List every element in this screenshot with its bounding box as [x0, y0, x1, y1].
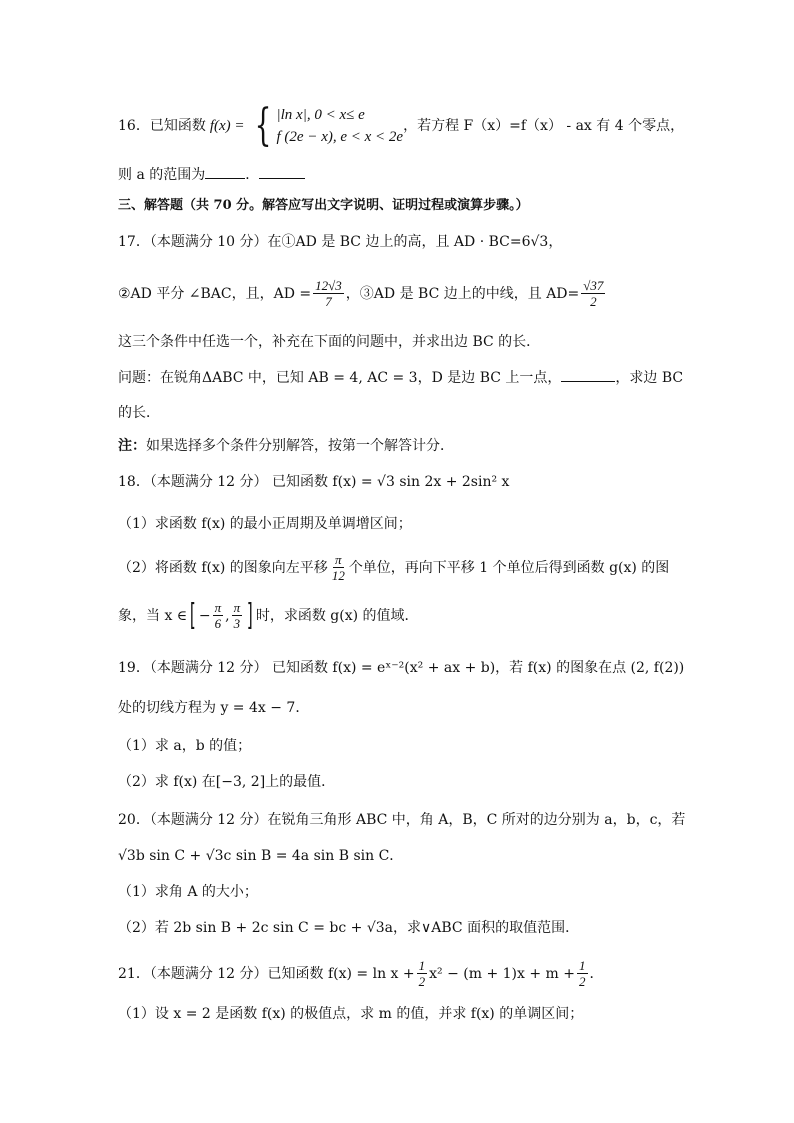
q19-line3: （1）求 a，b 的值；: [118, 738, 252, 754]
q18-interval-b: [232, 600, 243, 631]
q21-frac-1: [417, 958, 428, 989]
q16-cases: [277, 104, 404, 148]
q17-line2-pre: ②AD 平分 ∠BAC，且，AD =: [118, 285, 312, 302]
q21-f2-num: 1: [579, 958, 586, 973]
q18-frac-den: 12: [331, 568, 345, 583]
q21-line1-pre: 21．（本题满分 12 分）已知函数 f(x) = ln x +: [118, 965, 415, 982]
q18-left-bracket: [: [190, 597, 196, 633]
q18-right-bracket: ]: [247, 597, 253, 633]
q16-sep: ．: [245, 167, 260, 183]
q16-fx: f(x) =: [209, 118, 245, 134]
q18-int-a-num: π: [214, 600, 222, 615]
q18-minus: −: [198, 607, 211, 624]
q18-line4-post: 时，求函数 g(x) 的值域．: [255, 607, 419, 624]
q18-frac-num: π: [335, 552, 342, 567]
q17-note-text: 如果选择多个条件分别解答，按第一个解答计分．: [146, 438, 454, 454]
q17-frac-num: 12√3: [315, 278, 342, 293]
q17-frac-den: 7: [325, 294, 332, 309]
q18-line3-post: 个单位，再向下平移 1 个单位后得到函数 g(x) 的图: [348, 559, 670, 576]
q18-int-a-den: 6: [214, 616, 222, 631]
q17-note: [118, 436, 454, 456]
q18-line1: 18．（本题满分 12 分） 已知函数 f(x) = √3 sin 2x + 2sin² x: [118, 474, 510, 490]
q16-range-label: 则 a 的范围为: [118, 167, 206, 183]
q18-comma: ,: [225, 607, 230, 624]
q17-frac2-num: √37: [583, 278, 604, 293]
q17-note-label: 注：: [118, 438, 146, 454]
q17-line5: 的长．: [118, 405, 160, 421]
q17-frac-ad: [313, 278, 344, 309]
q17-frac-median: [581, 278, 605, 309]
q21-f1-num: 1: [418, 958, 426, 973]
q21-line1-post: ．: [589, 965, 604, 982]
q20-line3: （1）求角 A 的大小；: [118, 884, 258, 900]
q21-f2-den: 2: [579, 974, 586, 989]
q16-line2: [118, 164, 305, 185]
q18-interval-a: [213, 600, 224, 631]
q16-tail: ，若方程 F（x）=f（x） - ax 有 4 个零点，: [403, 118, 685, 134]
q18-line3-pre: （2）将函数 f(x) 的图象向左平移: [118, 559, 328, 576]
q16-number: 16．已知函数: [118, 118, 206, 134]
q19-line2: 处的切线方程为 y = 4x − 7．: [118, 700, 310, 716]
q21-line2: （1）设 x = 2 是函数 f(x) 的极值点，求 m 的值，并求 f(x) 的单调区间；: [118, 1006, 584, 1022]
q16-blank-1: [205, 164, 245, 179]
q21-line1-mid: x² − (m + 1)x + m +: [429, 965, 575, 982]
q19-line1: 19．（本题满分 12 分） 已知函数 f(x) = eˣ⁻²(x² + ax + b)，若 f(x) 的图象在点 (2, f(2)): [118, 660, 685, 676]
q21-f1-den: 2: [418, 974, 426, 989]
q18-line4: [118, 597, 419, 633]
q17-line2-mid: ，③AD 是 BC 边上的中线，且 AD=: [345, 285, 580, 302]
section-3-heading: 三、解答题（共 70 分。解答应写出文字说明、证明过程或演算步骤。）: [118, 198, 529, 213]
q17-line4: [118, 367, 683, 388]
q20-line1: 20．（本题满分 12 分）在锐角三角形 ABC 中，角 A，B，C 所对的边分别为 a，b，c，若: [118, 812, 686, 828]
q18-int-b-num: π: [233, 600, 241, 615]
q17-line2: [118, 278, 607, 309]
q20-line4: （2）若 2b sin B + 2c sin C = bc + √3a，求∨ABC 面积的取值范围．: [118, 920, 580, 936]
q17-line1: 17．（本题满分 10 分）在①AD 是 BC 边上的高，且 AD · BC=6√3，: [118, 234, 563, 250]
q21-line1: [118, 958, 604, 989]
q16-case1: |ln x|, 0 < x≤ e: [276, 107, 365, 123]
q17-line3: 这三个条件中任选一个，补充在下面的问题中，并求出边 BC 的长．: [118, 334, 541, 350]
q20-line2: √3b sin C + √3c sin B = 4a sin B sin C．: [118, 848, 404, 864]
q16-line1: [118, 100, 685, 151]
q16-case2: f (2e − x), e < x < 2e: [276, 129, 404, 145]
q17-line4-pre: 问题：在锐角ΔABC 中，已知 AB = 4, AC = 3，D 是边 BC 上一点，: [118, 370, 562, 386]
q19-line4: （2）求 f(x) 在[−3, 2]上的最值．: [118, 774, 336, 790]
q16-brace: {: [254, 100, 271, 151]
q21-frac-2: [577, 958, 588, 989]
q16-blank-2: [259, 164, 305, 179]
q18-line4-pre: 象，当 x ∈: [118, 607, 188, 624]
q18-int-b-den: 3: [233, 616, 241, 631]
q18-line2: （1）求函数 f(x) 的最小正周期及单调增区间；: [118, 516, 412, 532]
q18-frac-shift: [330, 552, 347, 583]
q17-frac2-den: 2: [590, 294, 597, 309]
q17-answer-blank: [561, 367, 615, 382]
q18-line3: [118, 552, 669, 583]
q17-line4-post: ，求边 BC: [615, 370, 684, 386]
